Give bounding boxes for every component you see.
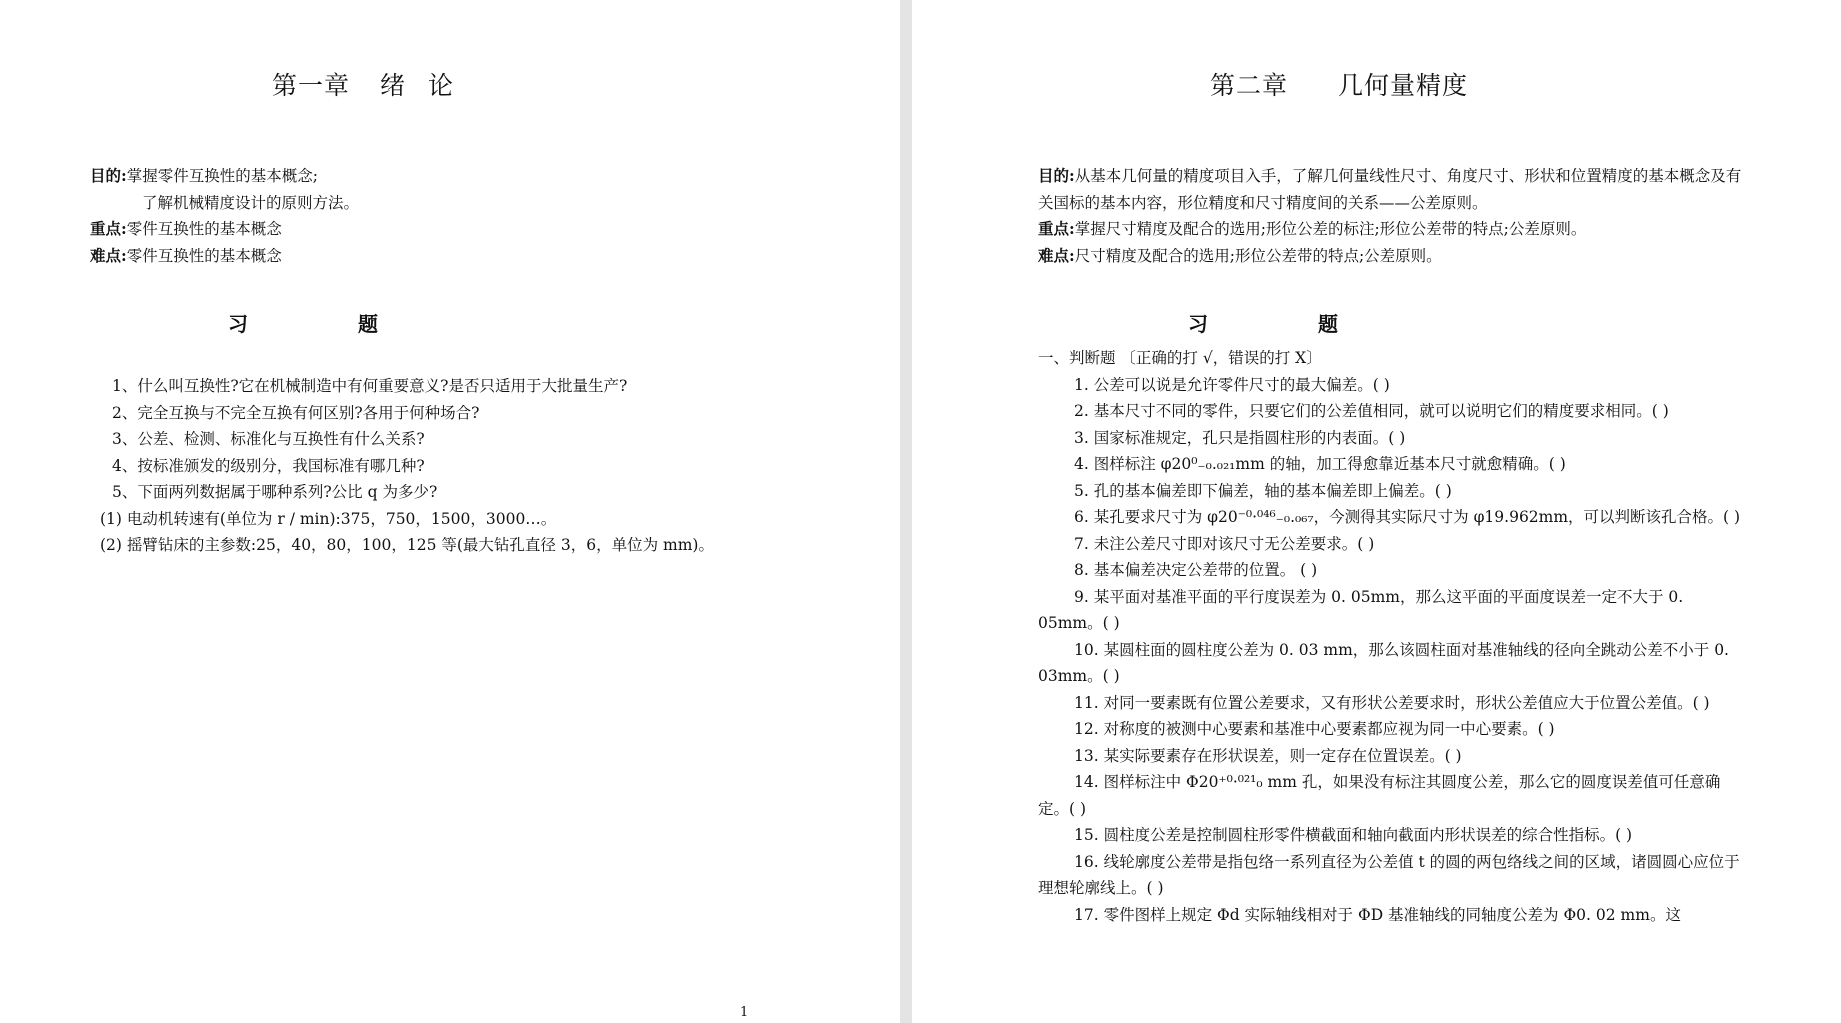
question-item: 5、下面两列数据属于哪种系列?公比 q 为多少? xyxy=(112,483,438,501)
question-item: 2. 基本尺寸不同的零件，只要它们的公差值相同，就可以说明它们的精度要求相同。( ) xyxy=(1074,402,1669,420)
question-item: 11. 对同一要素既有位置公差要求，又有形状公差要求时，形状公差值应大于位置公差值。( ) xyxy=(1074,693,1710,712)
question-sub-item: (1) 电动机转速有(单位为 r / min):375，750，1500，3000…。 xyxy=(100,509,557,528)
question-item: 13. 某实际要素存在形状误差，则一定存在位置误差。( ) xyxy=(1074,746,1462,765)
question-item: 14. 图样标注中 Φ20⁺⁰·⁰²¹₀ mm 孔，如果没有标注其圆度公差，那么它的圆度误差值可任意确定。( ) xyxy=(1038,773,1721,818)
chapter-objectives xyxy=(90,163,870,269)
document-page-left xyxy=(0,0,900,1023)
question-item: 12. 对称度的被测中心要素和基准中心要素都应视为同一中心要素。( ) xyxy=(1074,720,1555,738)
chapter-objectives xyxy=(1038,163,1743,269)
purpose-line: 目的:掌握零件互换性的基本概念; xyxy=(90,166,318,185)
page-number: 1 xyxy=(740,1005,749,1020)
purpose-line: 目的:从基本几何量的精度项目入手，了解几何量线性尺寸、角度尺寸、形状和位置精度的基本概念及有关国标的基本内容，形位精度和尺寸精度间的关系——公差原则。 xyxy=(1038,166,1742,212)
question-item: 5. 孔的基本偏差即下偏差，轴的基本偏差即上偏差。( ) xyxy=(1074,481,1452,500)
question-item: 16. 线轮廓度公差带是指包络一系列直径为公差值 t 的圆的两包络线之间的区域，诸圆圆心应位于理想轮廓线上。( ) xyxy=(1038,852,1740,897)
question-item: 8. 基本偏差决定公差带的位置。 ( ) xyxy=(1074,561,1318,579)
question-item: 3. 国家标准规定，孔只是指圆柱形的内表面。( ) xyxy=(1074,428,1406,447)
exercises-heading: 习 题 xyxy=(228,312,378,336)
exercises-heading: 习 题 xyxy=(1188,312,1338,336)
question-item: 1、什么叫互换性?它在机械制造中有何重要意义?是否只适用于大批量生产? xyxy=(112,377,628,395)
question-item: 1. 公差可以说是允许零件尺寸的最大偏差。( ) xyxy=(1074,375,1390,394)
question-item: 6. 某孔要求尺寸为 φ20⁻⁰·⁰⁴⁶₋₀.₀₆₇，今测得其实际尺寸为 φ19.962mm，可以判断该孔合格。( ) xyxy=(1074,508,1741,526)
chapter-title: 第二章 几何量精度 xyxy=(1210,71,1469,100)
purpose-line-2: 了解机械精度设计的原则方法。 xyxy=(142,193,360,212)
question-item: 7. 未注公差尺寸即对该尺寸无公差要求。( ) xyxy=(1074,534,1375,553)
difficulty-line: 难点:尺寸精度及配合的选用;形位公差带的特点;公差原则。 xyxy=(1038,245,1442,265)
page-separator xyxy=(900,0,912,1023)
question-sub-item: (2) 摇臂钻床的主参数:25，40，80，100，125 等(最大钻孔直径 3，6，单位为 mm)。 xyxy=(100,536,714,554)
chapter-title: 第一章 绪 论 xyxy=(272,71,455,100)
question-item: 2、完全互换与不完全互换有何区别?各用于何种场合? xyxy=(112,403,480,422)
question-item: 9. 某平面对基准平面的平行度误差为 0. 05mm，那么这平面的平面度误差一定不大于 0. 05mm。( ) xyxy=(1038,587,1684,632)
question-item: 10. 某圆柱面的圆柱度公差为 0. 03 mm，那么该圆柱面对基准轴线的径向全跳动公差不小于 0. 03mm。( ) xyxy=(1038,640,1729,685)
key-point-line: 重点:零件互换性的基本概念 xyxy=(90,219,282,238)
question-item: 4. 图样标注 φ20⁰₋₀.₀₂₁mm 的轴，加工得愈靠近基本尺寸就愈精确。( ) xyxy=(1074,455,1566,473)
true-false-question-list xyxy=(1038,345,1743,928)
question-item: 17. 零件图样上规定 Φd 实际轴线相对于 ΦD 基准轴线的同轴度公差为 Φ0. 02 mm。这 xyxy=(1074,905,1681,924)
question-list xyxy=(100,373,872,559)
section-heading: 一、判断题 〔正确的打 √，错误的打 X〕 xyxy=(1038,349,1322,367)
question-item: 15. 圆柱度公差是控制圆柱形零件横截面和轴向截面内形状误差的综合性指标。( ) xyxy=(1074,826,1633,844)
question-item: 4、按标准颁发的级别分，我国标准有哪几种? xyxy=(112,456,425,475)
key-point-line: 重点:掌握尺寸精度及配合的选用;形位公差的标注;形位公差带的特点;公差原则。 xyxy=(1038,219,1587,238)
question-item: 3、公差、检测、标准化与互换性有什么关系? xyxy=(112,430,425,448)
document-page-right xyxy=(912,0,1841,1023)
difficulty-line: 难点:零件互换性的基本概念 xyxy=(90,245,282,265)
